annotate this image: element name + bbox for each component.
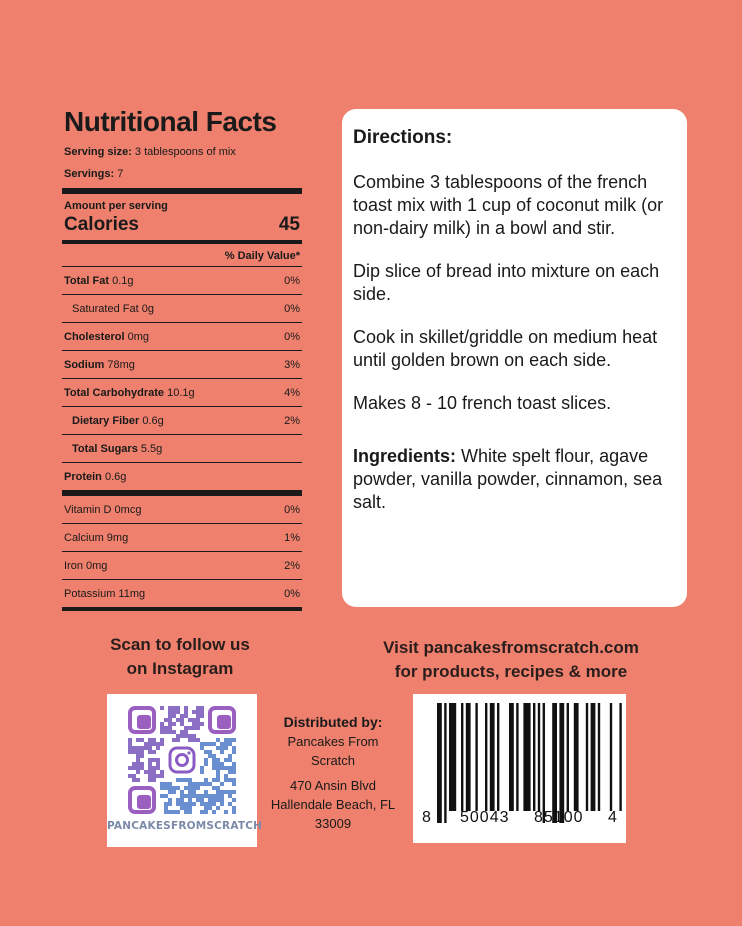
vitamin-label: [64, 588, 145, 600]
nutrient-label: [64, 275, 134, 287]
divider-thick: [62, 188, 302, 194]
vitamin-daily-value: 2%: [284, 559, 300, 572]
nutrient-label: [64, 471, 126, 483]
nutrient-row: [62, 294, 302, 322]
direction-step: Makes 8 - 10 french toast slices.: [353, 393, 612, 413]
nutrition-facts-panel: [62, 106, 302, 611]
barcode-right-group: 85100: [534, 809, 584, 826]
nutrient-amount: 0g: [141, 302, 154, 315]
amount-per-serving: Amount per serving: [64, 200, 168, 212]
nutrient-name: Dietary Fiber: [72, 414, 140, 427]
nutrient-daily-value: 0%: [284, 330, 300, 343]
nutrient-label: [64, 359, 135, 371]
qr-code-icon: [128, 706, 236, 814]
nutrient-daily-value: 2%: [284, 414, 300, 427]
vitamin-label: [64, 560, 107, 572]
serving-size: [64, 146, 302, 158]
nutrient-amount: 0.1g: [112, 274, 134, 287]
serving-size-value: 3 tablespoons of mix: [134, 146, 236, 158]
daily-value-header: % Daily Value*: [224, 250, 300, 262]
distributor-info: [266, 713, 400, 833]
nutrient-amount: 0.6g: [142, 414, 164, 427]
nutrient-daily-value: 3%: [284, 358, 300, 371]
servings: [64, 168, 302, 180]
vitamin-name: Vitamin D: [64, 503, 112, 516]
calories-value: 45: [278, 214, 300, 235]
vitamin-amount: 9mg: [106, 531, 129, 544]
nutrient-row: [62, 406, 302, 434]
nutrient-name: Total Sugars: [72, 442, 138, 455]
distributor-heading: Distributed by:: [283, 714, 383, 730]
distributor-zip: 33009: [314, 816, 352, 831]
nutrient-daily-value: 4%: [284, 386, 300, 399]
visit-website-text: [352, 636, 670, 684]
nutrient-daily-value: 0%: [284, 274, 300, 287]
nutrient-rows: [62, 266, 302, 490]
ingredients: [353, 445, 675, 514]
nutrient-row: [62, 378, 302, 406]
direction-step: Dip slice of bread into mixture on each side.: [353, 261, 660, 304]
barcode-first-digit: 8: [422, 809, 431, 826]
ingredients-text: White spelt flour, agave powder, vanilla powder, cinnamon, sea salt.: [353, 446, 663, 512]
barcode-last-digit: 4: [608, 809, 617, 826]
nutrient-label: [64, 331, 149, 343]
nutrient-amount: 0mg: [127, 330, 149, 343]
scan-instagram-text: [100, 633, 260, 681]
vitamin-name: Iron: [64, 559, 83, 572]
servings-value: 7: [117, 168, 124, 180]
vitamin-label: [64, 532, 128, 544]
qr-label: PANCAKESFROMSCRATCH: [107, 820, 263, 832]
nutrient-row: [62, 350, 302, 378]
nutrient-name: Saturated Fat: [72, 302, 139, 315]
vitamin-amount: 11mg: [118, 587, 146, 600]
directions-panel: [342, 109, 687, 607]
nutrition-title: Nutritional Facts: [64, 106, 277, 137]
distributor-name-line2: Scratch: [310, 753, 356, 768]
nutrient-daily-value: 0%: [284, 302, 300, 315]
nutrient-label: [64, 303, 154, 315]
ingredients-label: Ingredients:: [353, 446, 457, 466]
nutrient-row: [62, 266, 302, 294]
vitamin-name: Calcium: [64, 531, 104, 544]
nutrient-row: [62, 322, 302, 350]
vitamin-rows: [62, 496, 302, 607]
vitamin-label: [64, 504, 141, 516]
vitamin-row: [62, 579, 302, 607]
vitamin-daily-value: 1%: [284, 531, 300, 544]
direction-step: Combine 3 tablespoons of the french toast mix with 1 cup of coconut milk (or non-dairy milk) in a bowl and stir.: [353, 172, 664, 238]
nutrient-label: [64, 443, 162, 455]
nutrient-name: Sodium: [64, 358, 105, 371]
vitamin-daily-value: 0%: [284, 503, 300, 516]
nutrient-amount: 0.6g: [104, 470, 127, 483]
servings-label: Servings:: [64, 168, 115, 180]
nutrient-name: Cholesterol: [64, 330, 125, 343]
nutrient-name: Total Carbohydrate: [64, 386, 165, 399]
nutrient-name: Total Fat: [64, 274, 110, 287]
barcode-left-group: 50043: [460, 809, 510, 826]
nutrient-label: [64, 415, 164, 427]
distributor-street: 470 Ansin Blvd: [289, 778, 376, 793]
calories-row: [62, 214, 302, 236]
calories-label: Calories: [64, 214, 139, 235]
nutrient-row: [62, 434, 302, 462]
scan-line1: Scan to follow us: [110, 635, 250, 654]
nutrient-amount: 78mg: [107, 358, 135, 371]
direction-step: Cook in skillet/griddle on medium heat until golden brown on each side.: [353, 327, 658, 370]
visit-line2: for products, recipes & more: [394, 662, 628, 681]
nutrient-amount: 10.1g: [167, 386, 195, 399]
scan-line2: on Instagram: [126, 659, 234, 678]
instagram-qr-code: [107, 694, 263, 847]
upc-barcode: [413, 694, 626, 843]
serving-size-label: Serving size:: [64, 146, 132, 158]
visit-line1: Visit pancakesfromscratch.com: [383, 638, 639, 657]
vitamin-amount: 0mcg: [114, 503, 142, 516]
nutrient-amount: 5.5g: [140, 442, 163, 455]
divider-bottom: [62, 607, 302, 611]
distributor-city: Hallendale Beach, FL: [270, 797, 396, 812]
vitamin-row: [62, 496, 302, 523]
vitamin-daily-value: 0%: [284, 587, 300, 600]
nutrient-label: [64, 387, 195, 399]
directions-heading: Directions:: [353, 127, 453, 148]
vitamin-amount: 0mg: [86, 559, 108, 572]
vitamin-name: Potassium: [64, 587, 116, 600]
nutrient-name: Protein: [64, 470, 102, 483]
vitamin-row: [62, 523, 302, 551]
vitamin-row: [62, 551, 302, 579]
barcode-icon: [413, 694, 626, 843]
nutrient-row: [62, 462, 302, 490]
distributor-name-line1: Pancakes From: [287, 734, 379, 749]
